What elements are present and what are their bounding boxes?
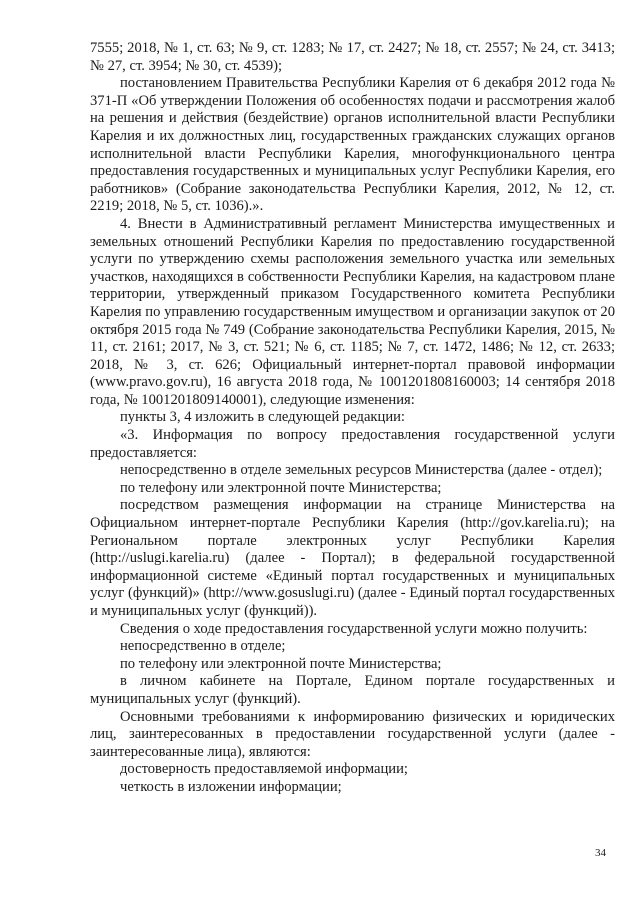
- paragraph-points-3-4: пункты 3, 4 изложить в следующей редакции:: [120, 409, 405, 426]
- paragraph-info-provided: «3. Информация по вопросу предоставления государственной услуги предоставляется:: [90, 427, 615, 461]
- paragraph-item-4: 4. Внести в Административный регламент Министерства имущественных и земельных отношений Республики Карелия по предоставлению государственной услуги по утверждению схемы расположения земельного участка или земельных участков, находящихся в собственности Республики Карелия, на кадастровом плане территории, утвержденный приказом Государственного комитета Республики Карелия по управлению государственным имуществом и организации закупок от 20 октября 2015 года № 749 (Собрание законодательства Республики Карелия, 2015, № 11, ст. 2161; 2017, № 3, ст. 521; № 6, ст. 1185; № 7, ст. 1472, 1486; № 12, ст. 2633; 2018, № 3, ст. 626; Официальный интернет-портал правовой информации (www.pravo.gov.ru), 16 августа 2018 года, № 1001201808160003; 14 сентября 2018 года, № 1001201809140001), следующие изменения:: [90, 215, 615, 408]
- paragraph-clarity: четкость в изложении информации;: [120, 778, 342, 795]
- paragraph-resolution-371p: постановлением Правительства Республики Карелия от 6 декабря 2012 года № 371-П «Об утверждении Положения об особенностях подачи и рассмотрения жалоб на решения и действия (бездействие) органов исполнительной власти Республики Карелия и их должностных лиц, государственных гражданских служащих органов исполнительной власти Республики Карелия, многофункционального центра предоставления государственных и муниципальных услуг Республики Карелия, его работников» (Собрание законодательства Республики Карелия, 2012, № 12, ст. 2219; 2018, № 5, ст. 1036).».: [90, 75, 615, 215]
- paragraph-citation-continuation: 7555; 2018, № 1, ст. 63; № 9, ст. 1283; № 17, ст. 2427; № 18, ст. 2557; № 24, ст. 3413; № 27, ст. 3954; № 30, ст. 4539);: [90, 40, 615, 74]
- document-body: [90, 40, 615, 797]
- paragraph-main-requirements: Основными требованиями к информированию физических и юридических лиц, заинтересованных в предоставлении государственной услуги (далее - заинтересованные лица), являются:: [90, 708, 615, 760]
- page-number: 34: [595, 847, 606, 859]
- paragraph-status-info: Сведения о ходе предоставления государственной услуги можно получить:: [120, 620, 588, 637]
- paragraph-personal-cabinet: в личном кабинете на Портале, Едином портале государственных и муниципальных услуг (функций).: [90, 673, 615, 707]
- paragraph-in-department: непосредственно в отделе;: [120, 638, 286, 655]
- paragraph-by-phone-email: по телефону или электронной почте Министерства;: [120, 479, 442, 496]
- paragraph-directly-in-department: непосредственно в отделе земельных ресурсов Министерства (далее - отдел);: [120, 462, 603, 479]
- paragraph-reliability: достоверность предоставляемой информации;: [120, 761, 408, 778]
- paragraph-via-portals: посредством размещения информации на странице Министерства на Официальном интернет-портале Республики Карелия (http://gov.karelia.ru); на Региональном портале электронных услуг Республики Карелия (http://uslugi.karelia.ru) (далее - Портал); в федеральной государственной информационной системе «Единый портал государственных и муниципальных услуг (функций)» (http://www.gosuslugi.ru) (далее - Единый портал государственных и муниципальных услуг (функций)).: [90, 497, 615, 619]
- paragraph-phone-email-ministry: по телефону или электронной почте Министерства;: [120, 655, 442, 672]
